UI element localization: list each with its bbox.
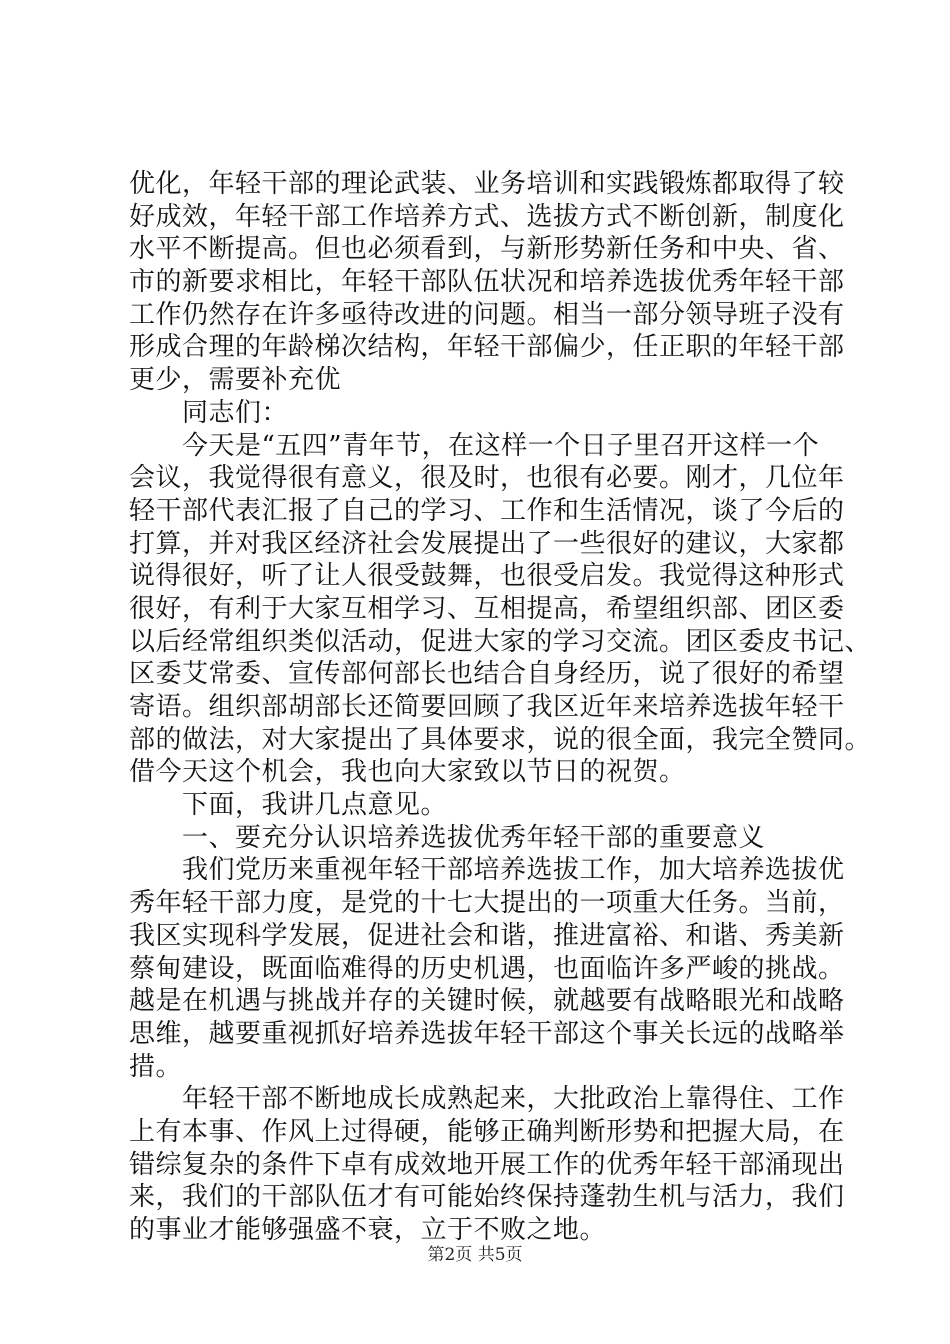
text-line: 上有本事、作风上过得硬，能够正确判断形势和把握大局，在 xyxy=(129,1116,845,1147)
text-line: 优化，年轻干部的理论武装、业务培训和实践锻炼都取得了较 xyxy=(129,169,845,199)
text-line: 水平不断提高。但也必须看到，与新形势新任务和中央、省、 xyxy=(129,234,845,265)
text-line: 秀年轻干部力度，是党的十七大提出的一项重大任务。当前， xyxy=(129,888,845,919)
text-line: 同志们： xyxy=(129,397,289,428)
text-line: 的事业才能够强盛不衰，立于不败之地。 xyxy=(129,1215,607,1245)
text-line: 蔡甸建设，既面临难得的历史机遇，也面临许多严峻的挑战。 xyxy=(129,953,845,984)
text-line: 今天是“五四”青年节，在这样一个日子里召开这样一个 xyxy=(129,430,820,461)
page-footer xyxy=(0,1240,950,1265)
text-line: 部的做法，对大家提出了具体要求，说的很全面，我完全赞同。 xyxy=(129,724,872,755)
page-indicator: 第2页 共5页 xyxy=(427,1245,523,1265)
text-line: 下面，我讲几点意见。 xyxy=(129,790,448,821)
text-line: 很好，有利于大家互相学习、互相提高，希望组织部、团区委 xyxy=(129,593,845,624)
text-line: 我们党历来重视年轻干部培养选拔工作，加大培养选拔优 xyxy=(129,855,845,886)
text-line: 以后经常组织类似活动，促进大家的学习交流。团区委皮书记、 xyxy=(129,626,872,657)
text-line: 轻干部代表汇报了自己的学习、工作和生活情况，谈了今后的 xyxy=(129,495,845,526)
text-line: 思维，越要重视抓好培养选拔年轻干部这个事关长远的战略举 xyxy=(129,1018,845,1049)
text-line: 我区实现科学发展，促进社会和谐，推进富裕、和谐、秀美新 xyxy=(129,920,845,951)
text-line: 来，我们的干部队伍才有可能始终保持蓬勃生机与活力，我们 xyxy=(129,1182,845,1213)
text-line: 形成合理的年龄梯次结构，年轻干部偏少，任正职的年轻干部 xyxy=(129,332,845,363)
text-line: 工作仍然存在许多亟待改进的问题。相当一部分领导班子没有 xyxy=(129,299,845,330)
text-line: 一、要充分认识培养选拔优秀年轻干部的重要意义 xyxy=(129,822,766,853)
text-line: 会议，我觉得很有意义，很及时，也很有必要。刚才，几位年 xyxy=(129,463,845,494)
text-line: 越是在机遇与挑战并存的关键时候，就越要有战略眼光和战略 xyxy=(129,986,845,1017)
text-line: 市的新要求相比，年轻干部队伍状况和培养选拔优秀年轻干部 xyxy=(129,267,845,298)
text-line: 寄语。组织部胡部长还简要回顾了我区近年来培养选拔年轻干 xyxy=(129,692,845,722)
text-line: 年轻干部不断地成长成熟起来，大批政治上靠得住、工作 xyxy=(129,1084,845,1115)
text-line: 借今天这个机会，我也向大家致以节日的祝贺。 xyxy=(129,757,686,788)
text-line: 打算，并对我区经济社会发展提出了一些很好的建议，大家都 xyxy=(129,528,845,559)
text-line: 说得很好，听了让人很受鼓舞，也很受启发。我觉得这种形式 xyxy=(129,561,845,592)
text-line: 措。 xyxy=(129,1051,183,1082)
document-body xyxy=(129,168,872,1247)
text-line: 好成效，年轻干部工作培养方式、选拔方式不断创新，制度化 xyxy=(129,201,845,232)
text-line: 区委艾常委、宣传部何部长也结合自身经历，说了很好的希望 xyxy=(129,659,845,690)
text-line: 错综复杂的条件下卓有成效地开展工作的优秀年轻干部涌现出 xyxy=(129,1149,845,1180)
text-line: 更少，需要补充优 xyxy=(129,365,342,396)
